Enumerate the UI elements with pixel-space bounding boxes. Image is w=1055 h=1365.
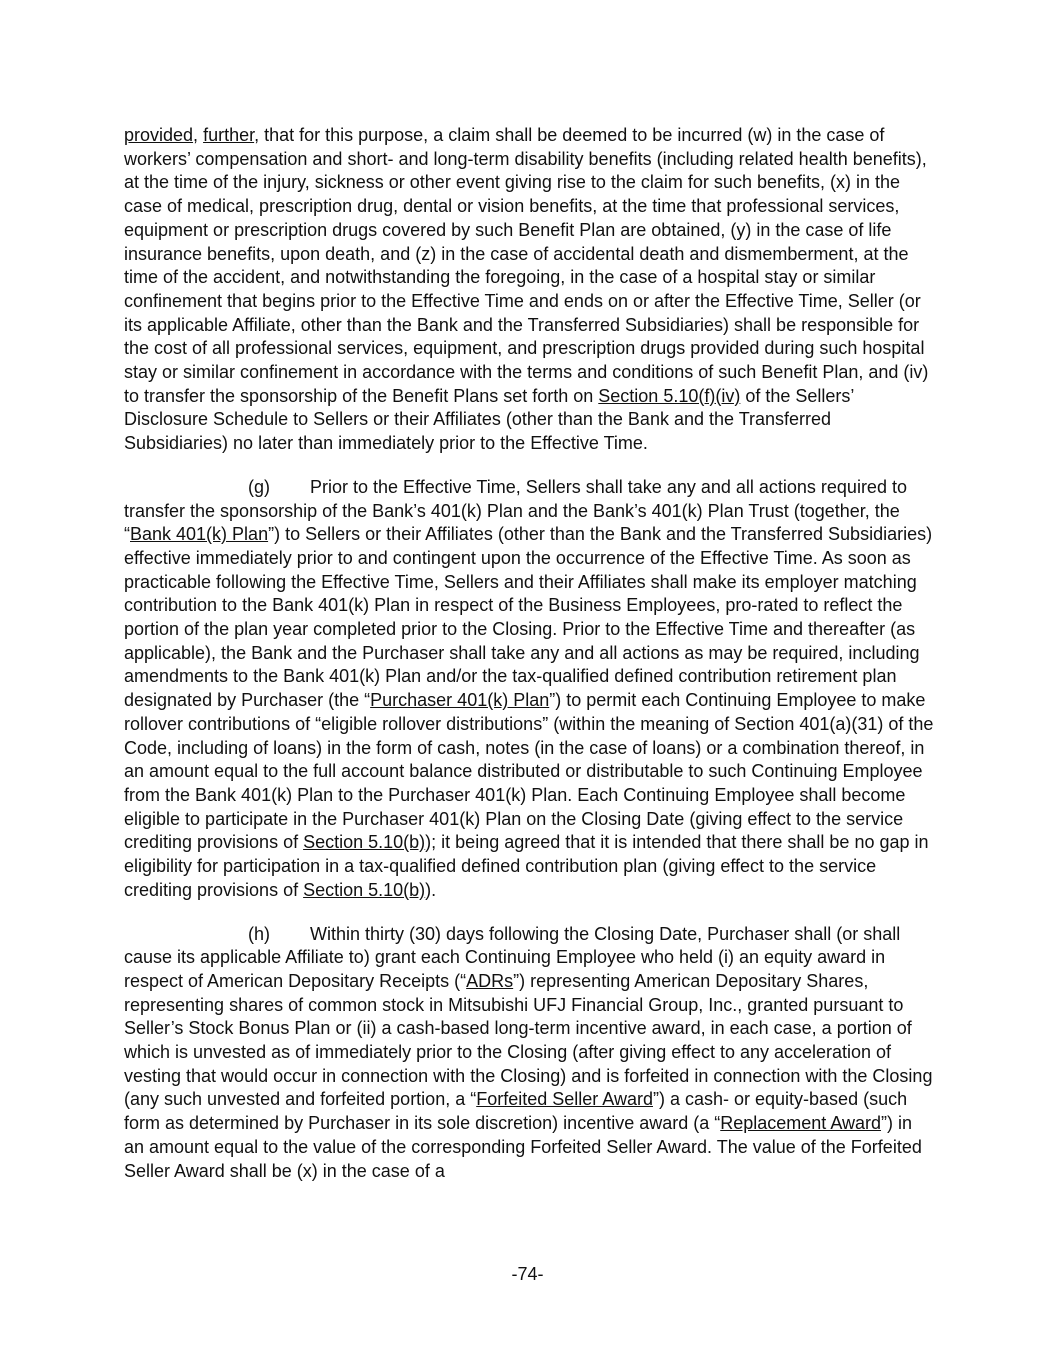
defined-term-bank-401k-plan: Bank 401(k) Plan [130,524,269,545]
text-run: , that for this purpose, a claim shall be deemed to be incurred (w) in the case of workers’ compensation and short- and long-term disability benefits (including related health benefits), at the time of the injury, sickness or other event giving rise to the claim for such benefits, (x) in the case of medical, prescription drug, dental or vision benefits, at the time that professional services, equipment or prescription drugs covered by such Benefit Plan are obtained, (y) in the case of life insurance benefits, upon death, and (z) in the case of accidental death and dismemberment, at the time of the accident, and notwithstanding the foregoing, in the case of a hospital stay or similar confinement that begins prior to the Effective Time and ends on or after the Effective Time, Seller (or its applicable Affiliate, other than the Bank and the Transferred Subsidiaries) shall be responsible for the cost of all professional services, equipment, and prescription drugs provided during such hospital stay or similar confinement in accordance with the terms and conditions of such Benefit Plan, and (iv) to transfer the sponsorship of the Benefit Plans set forth on [124,125,929,406]
paragraph-f-continued [124,124,936,456]
section-reference: Section 5.10(b) [303,832,426,853]
text-run: , [193,125,204,145]
page-number: -74- [511,1264,544,1284]
document-body [124,124,936,1183]
paragraph-h [124,923,936,1184]
text-run: ”) to Sellers or their Affiliates (other than the Bank and the Transferred Subsidiaries) effective immediately prior to and contingent upon the occurrence of the Effective Time. As soon as practicable following the Effective Time, Sellers and their Affiliates shall make its employer matching contribution to the Bank 401(k) Plan in respect of the Business Employees, pro-rated to reflect the portion of the plan year completed prior to the Closing. Prior to the Effective Time and thereafter (as applicable), the Bank and the Purchaser shall take any and all actions as may be required, including amendments to the Bank 401(k) Plan and/or the tax-qualified defined contribution retirement plan designated by Purchaser (the “ [124,524,933,711]
text-run: ); it being agreed that it is intended that there shall be no gap in eligibility for participation in a tax-qualified defined contribution plan (giving effect to the service crediting provisions of [124,832,929,900]
text-run: ). [425,879,437,900]
paragraph-label: (g) [248,476,270,497]
section-reference: Section 5.10(b) [303,879,426,900]
defined-term-forfeited-seller-award: Forfeited Seller Award [476,1089,653,1110]
defined-term-purchaser-401k-plan: Purchaser 401(k) Plan [370,690,550,711]
text-run: ”) to permit each Continuing Employee to make rollover contributions of “eligible rollover distributions” (within the meaning of Section 401(a)(31) of the Code, including of loans) in the form of cash, notes (in the case of loans) or a combination thereof, in an amount equal to the full account balance distributed or distributable to such Continuing Employee from the Bank 401(k) Plan to the Purchaser 401(k) Plan. Each Continuing Employee shall become eligible to participate in the Purchaser 401(k) Plan on the Closing Date (giving effect to the service crediting provisions of [124,690,934,853]
section-reference: Section 5.10(f)(iv) [598,385,741,406]
text-run: Within thirty (30) days following the Closing Date, Purchaser shall (or shall cause its applicable Affiliate to) grant each Continuing Employee who held (i) an equity award in respect of American Depositary Receipts (“ [124,923,901,991]
defined-term-replacement-award: Replacement Award [720,1113,882,1134]
text-run: ”) in an amount equal to the value of the corresponding Forfeited Seller Award. The value of the Forfeited Seller Award shall be (x) in the case of a [124,1113,922,1181]
text-run: ”) representing American Depositary Shares, representing shares of common stock in Mitsubishi UFJ Financial Group, Inc., granted pursuant to Seller’s Stock Bonus Plan or (ii) a cash-based long-term incentive award, in each case, a portion of which is unvested as of immediately prior to the Closing (after giving effect to any acceleration of vesting that would occur in connection with the Closing) and is forfeited in connection with the Closing (any such unvested and forfeited portion, a “ [124,970,933,1110]
text-run: Prior to the Effective Time, Sellers shall take any and all actions required to transfer the sponsorship of the Bank’s 401(k) Plan and the Bank’s 401(k) Plan Trust (together, the “ [124,476,907,545]
defined-term-adrs: ADRs [466,970,514,991]
text-run: ”) a cash- or equity-based (such form as determined by Purchaser in its sole discretion) incentive award (a “ [124,1089,908,1134]
text-run: of the Sellers’ Disclosure Schedule to Sellers or their Affiliates (other than the Bank and the Transferred Subsidiaries) no later than immediately prior to the Effective Time. [124,385,854,454]
paragraph-label: (h) [248,923,270,944]
defined-term-further: further [203,125,255,145]
defined-term-provided: provided [124,125,194,145]
paragraph-g [124,476,936,903]
